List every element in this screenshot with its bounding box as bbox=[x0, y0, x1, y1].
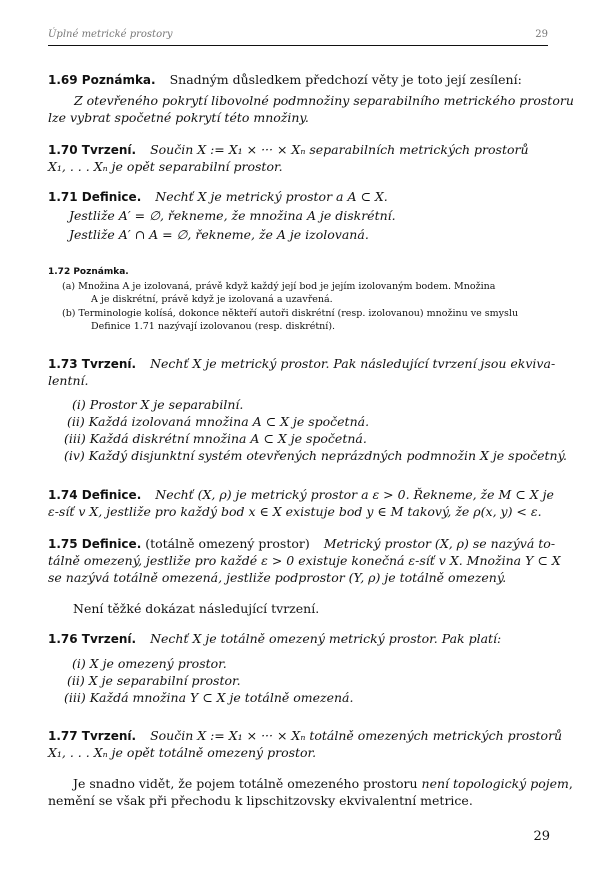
proposition-1-70 bbox=[48, 141, 550, 159]
emphasis: není topologický pojem bbox=[421, 776, 569, 791]
definition-1-71-line3: Jestliže A′ ∩ A = ∅, řekneme, že A je izolovaná. bbox=[69, 227, 369, 242]
definition-label: 1.75 Definice. bbox=[48, 537, 142, 551]
remark-1-69-line2: lze vybrat spočetné pokrytí této množiny. bbox=[48, 110, 309, 125]
definition-1-74 bbox=[48, 486, 554, 504]
remark-1-72-label: 1.72 Poznámka. bbox=[48, 267, 129, 277]
closing-paragraph-line1: Je snadno vidět, že pojem totálně omezeného prostoru není topologický pojem, bbox=[73, 776, 573, 791]
proposition-text: Součin X := X₁ × ··· × Xₙ separabilních metrických prostorů bbox=[150, 142, 529, 157]
remark-1-72-item-a-line1: (a) Množina A je izolovaná, právě když každý její bod je jejím izolovaným bodem. Množina bbox=[62, 281, 496, 292]
definition-text: Nechť (X, ρ) je metrický prostor a ε > 0. Řekneme, že M ⊂ X je bbox=[155, 487, 554, 502]
proposition-text: Součin X := X₁ × ··· × Xₙ totálně omezených metrických prostorů bbox=[150, 728, 563, 743]
closing-paragraph-line2: nemění se však při přechodu k lipschitzovsky ekvivalentní metrice. bbox=[48, 793, 473, 808]
proposition-1-77 bbox=[48, 727, 563, 745]
list-item: (i) X je omezený prostor. bbox=[72, 656, 227, 671]
running-header bbox=[48, 29, 548, 45]
proposition-1-77-line2: X₁, . . . Xₙ je opět totálně omezený prostor. bbox=[48, 745, 317, 760]
list-item: (iii) Každá diskrétní množina A ⊂ X je spočetná. bbox=[64, 431, 367, 446]
definition-1-75-line3: se nazývá totálně omezená, jestliže podprostor (Y, ρ) je totálně omezený. bbox=[48, 570, 507, 585]
list-item: (i) Prostor X je separabilní. bbox=[72, 397, 244, 412]
definition-label: 1.74 Definice. bbox=[48, 488, 142, 502]
proposition-label: 1.77 Tvrzení. bbox=[48, 729, 137, 743]
definition-1-74-line2: ε-síť v X, jestliže pro každý bod x ∈ X existuje bod y ∈ M takový, že ρ(x, y) < ε. bbox=[48, 504, 542, 519]
proposition-1-70-line2: X₁, . . . Xₙ je opět separabilní prostor. bbox=[48, 159, 283, 174]
remark-text: Snadným důsledkem předchozí věty je toto její zesílení: bbox=[169, 72, 522, 87]
list-item: (ii) Každá izolovaná množina A ⊂ X je spočetná. bbox=[67, 414, 370, 429]
remark-1-72-item-b-line2: Definice 1.71 nazývají izolovanou (resp. diskrétní). bbox=[91, 321, 336, 332]
proposition-1-73 bbox=[48, 355, 556, 373]
running-title: Úplné metrické prostory bbox=[48, 29, 173, 40]
remark-1-69-line1: Z otevřeného pokrytí libovolné podmnožiny separabilního metrického prostoru bbox=[74, 93, 574, 108]
definition-1-71-line2: Jestliže A′ = ∅, řekneme, že množina A je diskrétní. bbox=[69, 208, 396, 223]
paragraph: Není těžké dokázat následující tvrzení. bbox=[73, 601, 320, 616]
proposition-1-76 bbox=[48, 630, 550, 648]
proposition-text: Nechť X je totálně omezený metrický prostor. Pak platí: bbox=[150, 631, 502, 646]
definition-text: Metrický prostor (X, ρ) se nazývá to- bbox=[323, 536, 556, 551]
definition-1-75 bbox=[48, 535, 556, 553]
remark-1-72-item-b-line1: (b) Terminologie kolísá, dokonce někteří autoři diskrétní (resp. izolovanou) množinu ve smyslu bbox=[62, 308, 519, 319]
proposition-1-73-line2: lentní. bbox=[48, 373, 89, 388]
header-rule bbox=[48, 45, 548, 46]
remark-1-72-item-a-line2: A je diskrétní, právě když je izolovaná a uzavřená. bbox=[91, 294, 333, 305]
running-page-ref: 29 bbox=[535, 29, 548, 40]
proposition-label: 1.73 Tvrzení. bbox=[48, 357, 137, 371]
page-number: 29 bbox=[533, 829, 550, 844]
remark-1-69 bbox=[48, 71, 550, 89]
proposition-label: 1.76 Tvrzení. bbox=[48, 632, 137, 646]
definition-title: (totálně omezený prostor) bbox=[145, 536, 310, 551]
proposition-text: Nechť X je metrický prostor. Pak následující tvrzení jsou ekviva- bbox=[150, 356, 556, 371]
list-item: (ii) X je separabilní prostor. bbox=[67, 673, 241, 688]
list-item: (iv) Každý disjunktní systém otevřených neprázdných podmnožin X je spočetný. bbox=[64, 448, 567, 463]
definition-label: 1.71 Definice. bbox=[48, 190, 142, 204]
list-item: (iii) Každá množina Y ⊂ X je totálně omezená. bbox=[64, 690, 354, 705]
remark-label: 1.69 Poznámka. bbox=[48, 73, 156, 87]
definition-1-71 bbox=[48, 188, 550, 206]
definition-1-75-line2: tálně omezený, jestliže pro každé ε > 0 existuje konečná ε-síť v X. Množina Y ⊂ X bbox=[48, 553, 561, 568]
proposition-label: 1.70 Tvrzení. bbox=[48, 143, 137, 157]
definition-text: Nechť X je metrický prostor a A ⊂ X. bbox=[155, 189, 388, 204]
